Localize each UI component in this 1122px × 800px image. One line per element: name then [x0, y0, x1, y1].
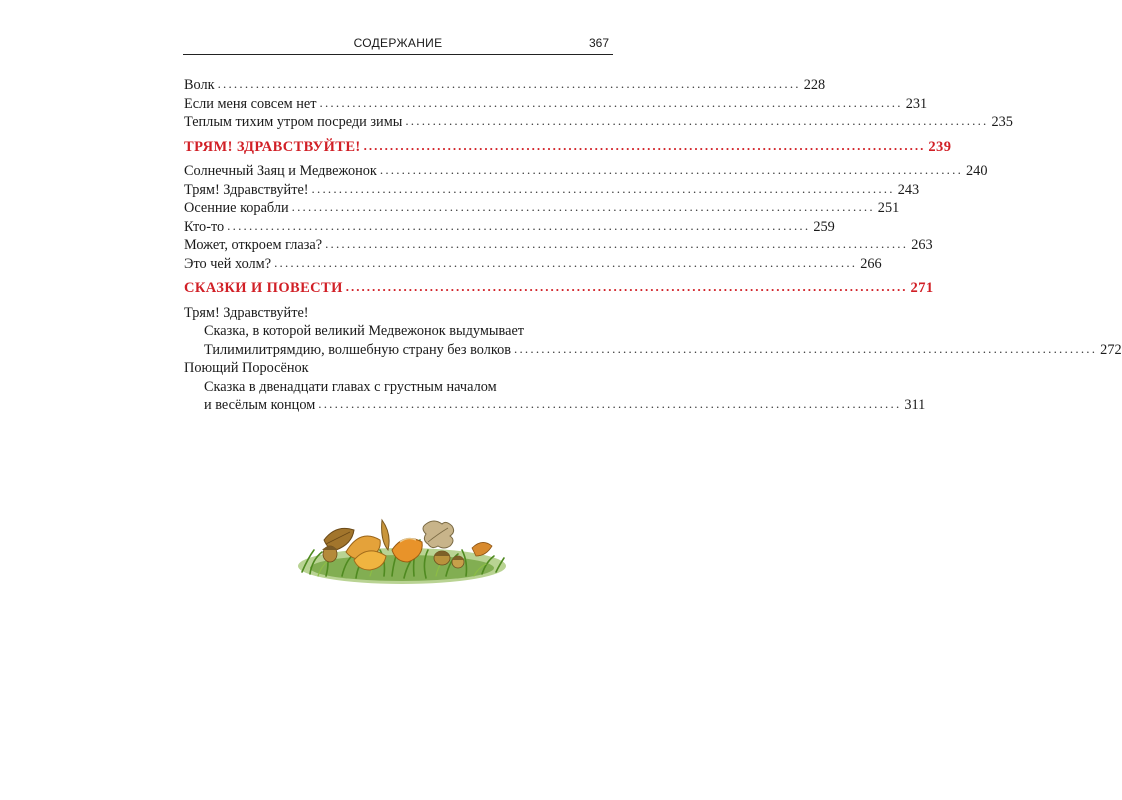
toc-story-subtitle: Сказка в двенадцати главах с грустным началом [204, 378, 497, 395]
toc-entry-title: и весёлым концом [204, 397, 316, 413]
toc-entry[interactable] [184, 113, 1013, 132]
leader-dots: ........................................................................................................... [274, 254, 858, 270]
toc-entry-page: 240 [966, 163, 988, 179]
autumn-leaves-acorns-mushrooms-icon [296, 510, 508, 586]
header-rule [183, 54, 613, 55]
toc-entry-page: 251 [877, 200, 900, 216]
toc-entry-title: Кто-то [184, 218, 225, 235]
leader-dots: ........................................................................................................... [318, 396, 902, 411]
toc-entry-title: Осенние корабли [184, 200, 289, 216]
toc-story-subtitle: Сказка, в которой великий Медвежонок выдумывает [204, 323, 525, 339]
toc-entry[interactable] [184, 236, 933, 255]
toc-story-title[interactable]: Трям! Здравствуйте! [184, 304, 309, 321]
toc-entry[interactable] [184, 396, 926, 415]
toc-entry[interactable] [184, 94, 928, 114]
leader-dots: ........................................................................................................... [363, 137, 926, 153]
leader-dots: ........................................................................................................... [217, 76, 801, 91]
running-head [183, 34, 613, 54]
toc-entry-title: Солнечный Заяц и Медвежонок [184, 163, 377, 179]
toc-entry[interactable] [184, 217, 835, 237]
section-title: ТРЯМ! ЗДРАВСТВУЙТЕ! [184, 138, 361, 155]
leader-dots: ........................................................................................................... [379, 162, 964, 177]
toc-entry-page: 272 [1100, 341, 1122, 358]
toc-entry[interactable] [184, 162, 988, 181]
leader-dots: ........................................................................................................... [311, 180, 895, 196]
toc-entry-page: 266 [860, 255, 882, 272]
toc-entry[interactable] [184, 180, 920, 200]
table-of-contents [184, 76, 1122, 415]
leader-dots: ........................................................................................................... [345, 279, 908, 294]
toc-entry[interactable] [184, 254, 882, 274]
toc-entry-page: 231 [905, 95, 928, 112]
section-page: 239 [928, 138, 952, 155]
page-number: 367 [588, 36, 609, 50]
toc-entry-title: Может, откроем глаза? [184, 237, 323, 253]
toc-entry-page: 311 [904, 397, 926, 413]
toc-entry-page: 259 [813, 218, 835, 235]
toc-entry-title: Волк [184, 77, 215, 93]
toc-entry[interactable] [184, 340, 1122, 360]
toc-entry-title: Если меня совсем нет [184, 95, 317, 112]
toc-entry[interactable] [184, 199, 900, 218]
toc-section-heading[interactable] [184, 279, 934, 298]
toc-entry[interactable] [184, 76, 826, 95]
toc-entry-title: Трям! Здравствуйте! [184, 181, 309, 198]
toc-entry-page: 235 [991, 114, 1013, 130]
toc-section-heading[interactable] [184, 137, 952, 157]
toc-story-title[interactable]: Поющий Поросёнок [184, 360, 309, 376]
leader-dots: ........................................................................................................... [514, 340, 1098, 356]
running-head-title: СОДЕРЖАНИЕ [353, 36, 443, 50]
section-title: СКАЗКИ И ПОВЕСТИ [184, 280, 343, 296]
toc-entry-title: Тилимилитрямдию, волшебную страну без волков [204, 341, 512, 358]
toc-entry-title: Это чей холм? [184, 255, 272, 272]
section-page: 271 [910, 280, 934, 296]
leader-dots: ........................................................................................................... [227, 217, 811, 233]
toc-entry-page: 243 [897, 181, 920, 198]
leader-dots: ........................................................................................................... [325, 236, 909, 251]
toc-entry-title: Теплым тихим утром посреди зимы [184, 114, 403, 130]
leader-dots: ........................................................................................................... [291, 199, 875, 214]
leader-dots: ........................................................................................................... [319, 94, 903, 110]
toc-entry-page: 228 [803, 77, 826, 93]
leader-dots: ........................................................................................................... [405, 113, 989, 128]
toc-entry-page: 263 [911, 237, 933, 253]
